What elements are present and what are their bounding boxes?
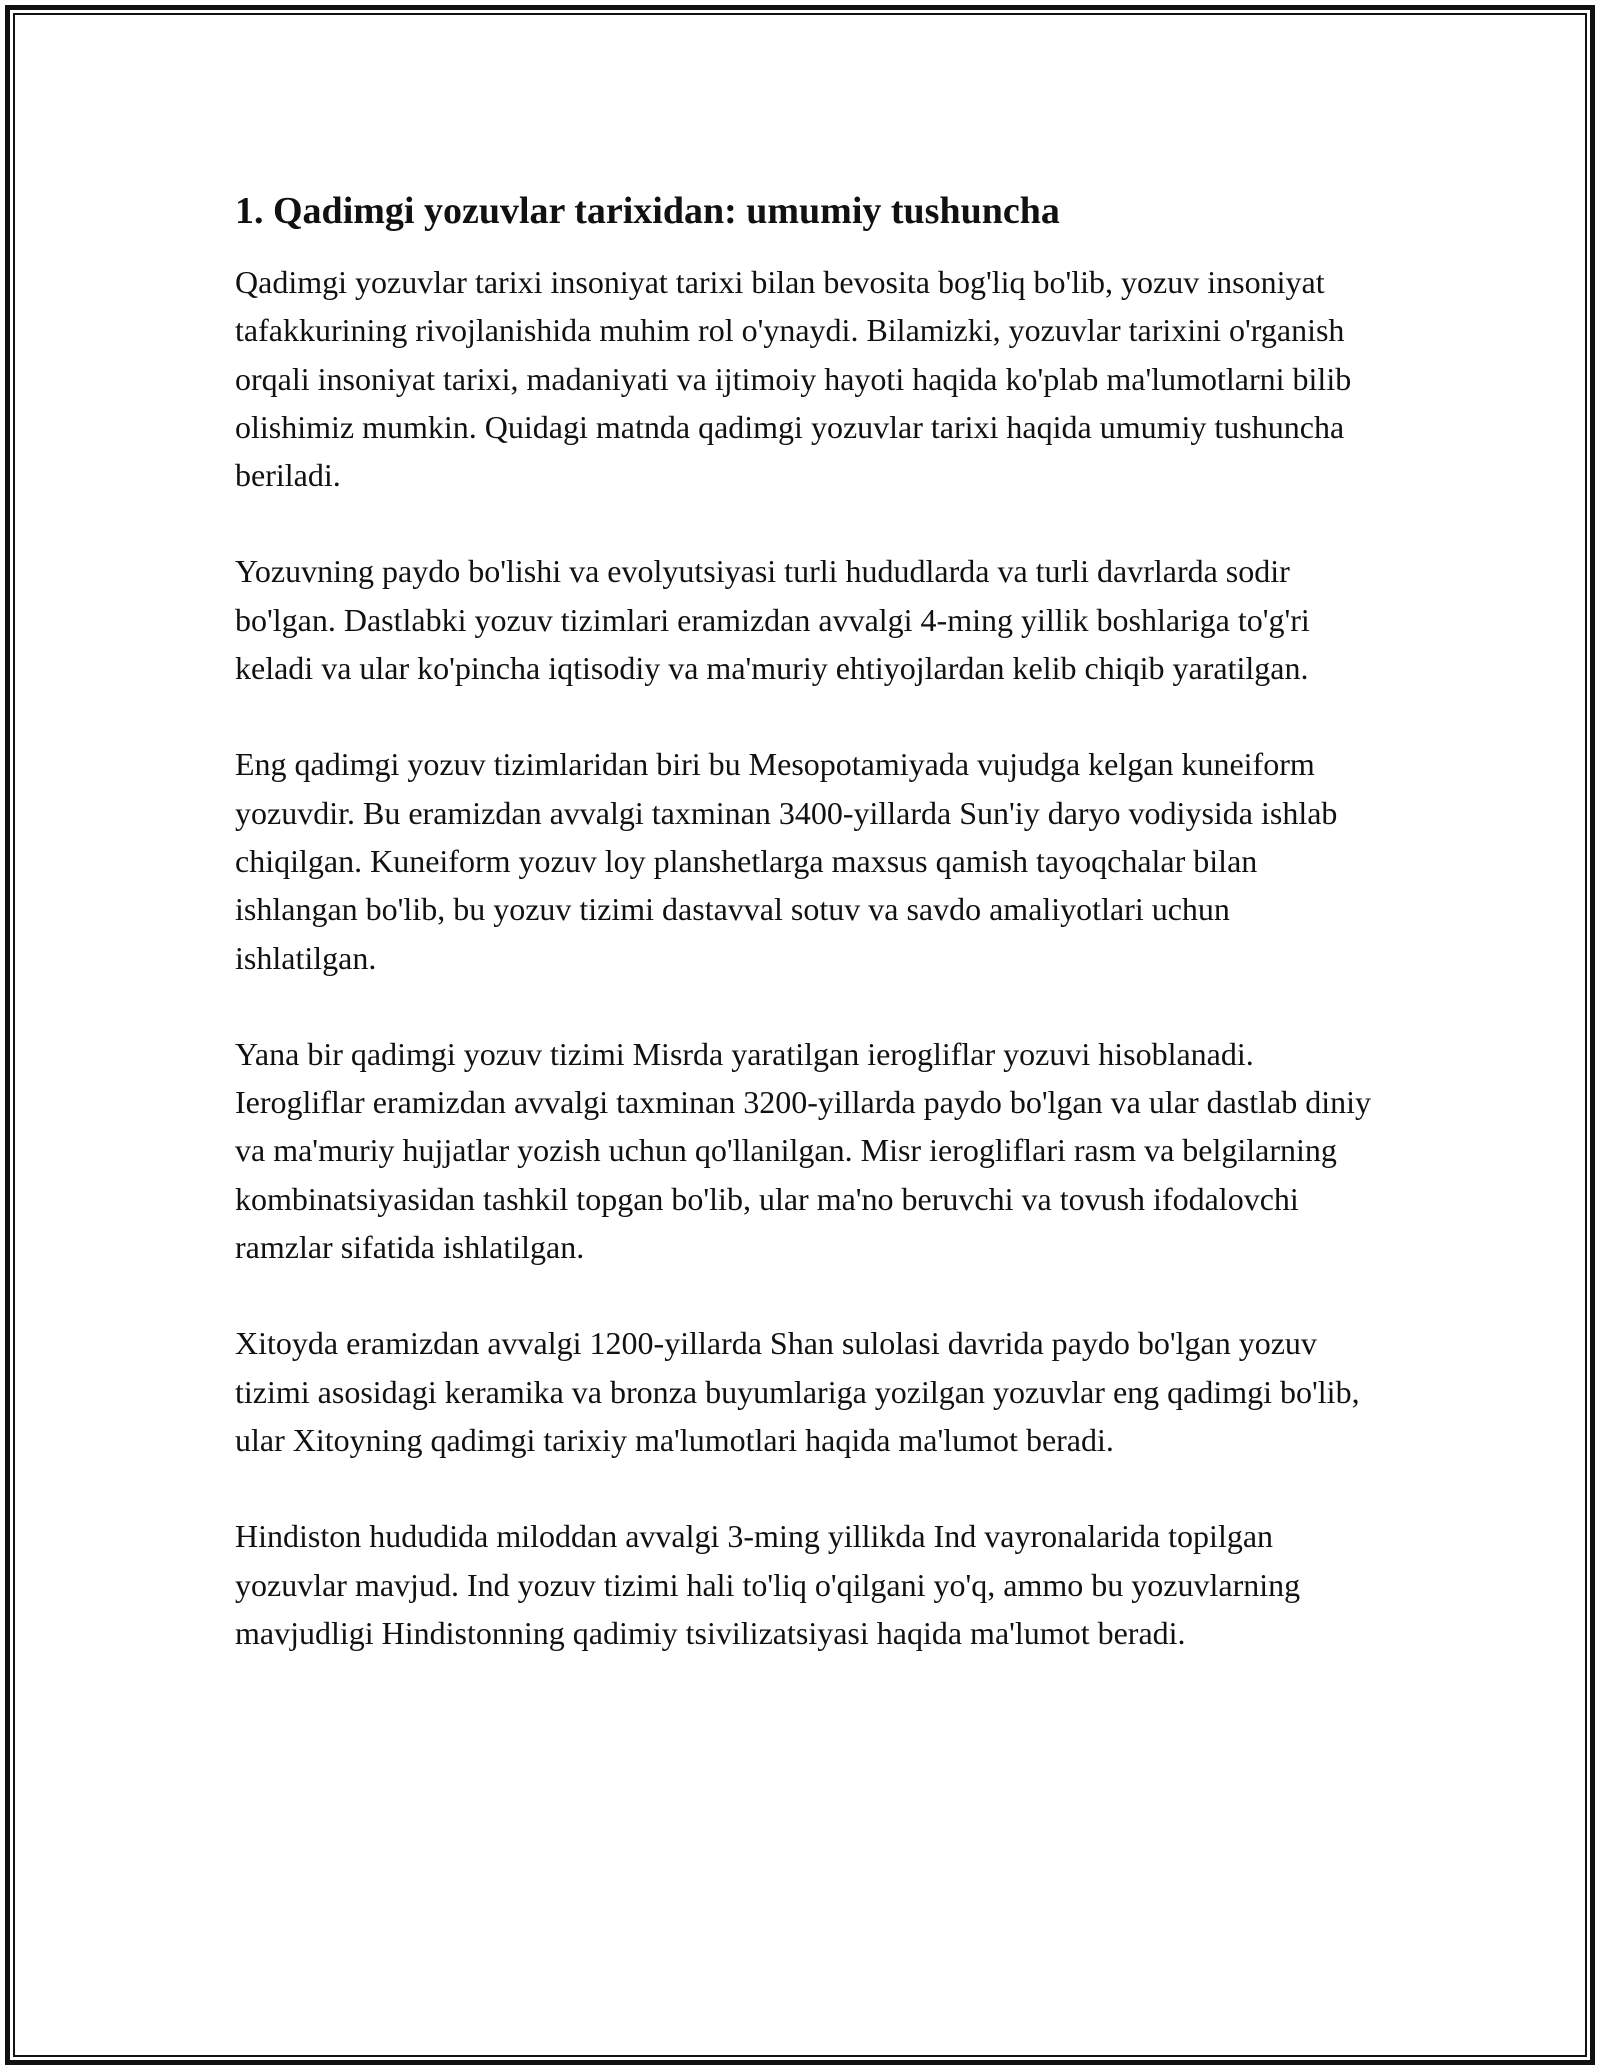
document-body: [235, 186, 1375, 1705]
paragraph-china: Xitoyda eramizdan avvalgi 1200-yillarda Shan sulolasi davrida paydo bo'lgan yozuv tizimi asosidagi keramika va bronza buyumlariga yozilgan yozuvlar eng qadimgi bo'lib, ular Xitoyning qadimgi tarixiy ma'lumotlari haqida ma'lumot beradi.: [235, 1325, 1360, 1458]
paragraph-hieroglyphs: Yana bir qadimgi yozuv tizimi Misrda yaratilgan ierogliflar yozuvi hisoblanadi. Ierogliflar eramizdan avvalgi taxminan 3200-yillarda paydo bo'lgan va ular dastlab diniy va ma'muriy hujjatlar yozish uchun qo'llanilgan. Misr ierogliflari rasm va belgilarning kombinatsiyasidan tashkil topgan bo'lib, ular ma'no beruvchi va tovush ifodalovchi ramzlar sifatida ishlatilgan.: [235, 1035, 1372, 1266]
paragraph-india: Hindiston hududida miloddan avvalgi 3-ming yillikda Ind vayronalarida topilgan yozuvlar mavjud. Ind yozuv tizimi hali to'liq o'qilgani yo'q, ammo bu yozuvlarning mavjudligi Hindistonning qadimiy tsivilizatsiyasi haqida ma'lumot beradi.: [235, 1518, 1301, 1651]
section-heading: 1. Qadimgi yozuvlar tarixidan: umumiy tushuncha: [235, 190, 1060, 232]
paragraph-intro: Qadimgi yozuvlar tarixi insoniyat tarixi bilan bevosita bog'liq bo'lib, yozuv insoniyat tafakkurining rivojlanishida muhim rol o'ynaydi. Bilamizki, yozuvlar tarixini o'rganish orqali insoniyat tarixi, madaniyati va ijtimoiy hayoti haqida ko'plab ma'lumotlarni bilib olishimiz mumkin. Quidagi matnda qadimgi yozuvlar tarixi haqida umumiy tushuncha beriladi.: [235, 264, 1352, 494]
paragraph-cuneiform: Eng qadimgi yozuv tizimlaridan biri bu Mesopotamiyada vujudga kelgan kuneiform yozuvdir. Bu eramizdan avvalgi taxminan 3400-yillarda Sun'iy daryo vodiysida ishlab chiqilgan. Kuneiform yozuv loy planshetlarga maxsus qamish tayoqchalar bilan ishlangan bo'lib, bu yozuv tizimi dastavval sotuv va savdo amaliyotlari uchun ishlatilgan.: [235, 746, 1338, 976]
paragraph-origins: Yozuvning paydo bo'lishi va evolyutsiyasi turli hududlarda va turli davrlarda sodir bo'lgan. Dastlabki yozuv tizimlari eramizdan avvalgi 4-ming yillik boshlariga to'g'ri keladi va ular ko'pincha iqtisodiy va ma'muriy ehtiyojlardan kelib chiqib yaratilgan.: [235, 553, 1310, 687]
